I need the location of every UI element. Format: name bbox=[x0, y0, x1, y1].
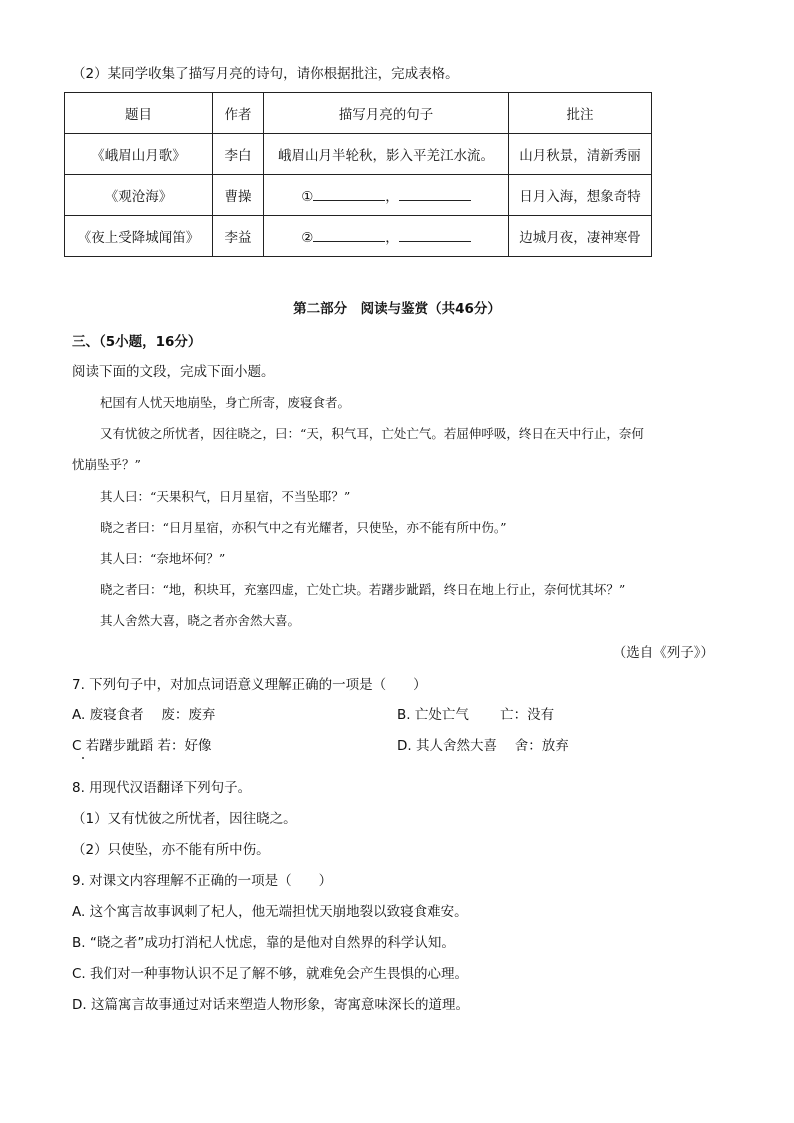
poem-author: 李白 bbox=[213, 134, 264, 175]
section-3-heading: 三、（5小题，16分） bbox=[72, 334, 202, 350]
blank-separator: ， bbox=[385, 189, 399, 205]
emphasis-dot bbox=[82, 757, 84, 759]
table-row bbox=[65, 134, 652, 175]
question-9-stem: 9. 对课文内容理解不正确的一项是（ ） bbox=[72, 873, 333, 889]
header-note: 批注 bbox=[509, 93, 652, 134]
poem-title: 《夜上受降城闻笛》 bbox=[65, 216, 213, 257]
header-author: 作者 bbox=[213, 93, 264, 134]
question-8-sentence-2: （2）只使坠，亦不能有所中伤。 bbox=[72, 842, 270, 858]
question-6-2-prompt: （2）某同学收集了描写月亮的诗句，请你根据批注，完成表格。 bbox=[72, 66, 459, 82]
poem-line-blank[interactable] bbox=[264, 216, 509, 257]
question-9-option-a[interactable]: A. 这个寓言故事讽刺了杞人，他无端担忧天崩地裂以致寝食难安。 bbox=[72, 904, 468, 920]
poem-note: 日月入海，想象奇特 bbox=[509, 175, 652, 216]
poem-title: 《观沧海》 bbox=[65, 175, 213, 216]
blank-marker: ② bbox=[301, 230, 314, 246]
header-line: 描写月亮的句子 bbox=[264, 93, 509, 134]
question-9-option-d[interactable]: D. 这篇寓言故事通过对话来塑造人物形象，寄寓意味深长的道理。 bbox=[72, 997, 469, 1013]
table-row bbox=[65, 175, 652, 216]
question-8-stem: 8. 用现代汉语翻译下列句子。 bbox=[72, 780, 252, 796]
blank-line-2[interactable] bbox=[399, 227, 471, 242]
passage-paragraph: 又有忧彼之所忧者，因往晓之，曰：“天，积气耳，亡处亡气。若屈伸呼吸，终日在天中行止，奈何 bbox=[100, 426, 644, 441]
passage-paragraph: 其人曰：“天果积气，日月星宿，不当坠耶？” bbox=[100, 489, 351, 504]
poem-author: 李益 bbox=[213, 216, 264, 257]
blank-separator: ， bbox=[385, 230, 399, 246]
blank-marker: ① bbox=[301, 189, 314, 205]
question-8-sentence-1: （1）又有忧彼之所忧者，因往晓之。 bbox=[72, 811, 297, 827]
poem-title: 《峨眉山月歌》 bbox=[65, 134, 213, 175]
question-9-option-b[interactable]: B. “晓之者”成功打消杞人忧虑，靠的是他对自然界的科学认知。 bbox=[72, 935, 455, 951]
poem-line-blank[interactable] bbox=[264, 175, 509, 216]
passage-paragraph: 晓之者曰：“日月星宿，亦积气中之有光耀者，只使坠，亦不能有所中伤。” bbox=[100, 520, 507, 535]
passage-paragraph: 晓之者曰：“地，积块耳，充塞四虚，亡处亡块。若躇步跐蹈，终日在地上行止，奈何忧其坏？” bbox=[100, 582, 626, 597]
blank-line-1[interactable] bbox=[313, 186, 385, 201]
table-row bbox=[65, 216, 652, 257]
poem-author: 曹操 bbox=[213, 175, 264, 216]
passage-paragraph: 其人曰：“奈地坏何？” bbox=[100, 551, 226, 566]
reading-instructions: 阅读下面的文段，完成下面小题。 bbox=[72, 364, 275, 380]
blank-line-1[interactable] bbox=[313, 227, 385, 242]
passage-paragraph-continued: 忧崩坠乎？” bbox=[72, 457, 141, 472]
poem-line: 峨眉山月半轮秋，影入平羌江水流。 bbox=[264, 134, 509, 175]
question-9-option-c[interactable]: C. 我们对一种事物认识不足了解不够，就难免会产生畏惧的心理。 bbox=[72, 966, 469, 982]
passage-paragraph: 其人舍然大喜，晓之者亦舍然大喜。 bbox=[100, 613, 301, 628]
header-title: 题目 bbox=[65, 93, 213, 134]
poem-note: 边城月夜，凄神寒骨 bbox=[509, 216, 652, 257]
table-header-row bbox=[65, 93, 652, 134]
blank-line-2[interactable] bbox=[399, 186, 471, 201]
question-7-option-b[interactable]: B. 亡处亡气 亡：没有 bbox=[397, 707, 555, 723]
passage-source: （选自《列子》） bbox=[612, 645, 714, 661]
poem-table bbox=[64, 92, 652, 257]
question-7-stem: 7. 下列句子中，对加点词语意义理解正确的一项是（ ） bbox=[72, 677, 427, 693]
question-7-option-c[interactable]: C 若躇步跐蹈 若：好像 bbox=[72, 738, 212, 754]
passage-paragraph: 杞国有人忧天地崩坠，身亡所寄，废寝食者。 bbox=[100, 395, 351, 410]
poem-note: 山月秋景，清新秀丽 bbox=[509, 134, 652, 175]
question-7-option-a[interactable]: A. 废寝食者 废：废弃 bbox=[72, 707, 216, 723]
part-2-title: 第二部分 阅读与鉴赏（共46分） bbox=[293, 301, 501, 317]
question-7-option-d[interactable]: D. 其人舍然大喜 舍：放弃 bbox=[397, 738, 569, 754]
